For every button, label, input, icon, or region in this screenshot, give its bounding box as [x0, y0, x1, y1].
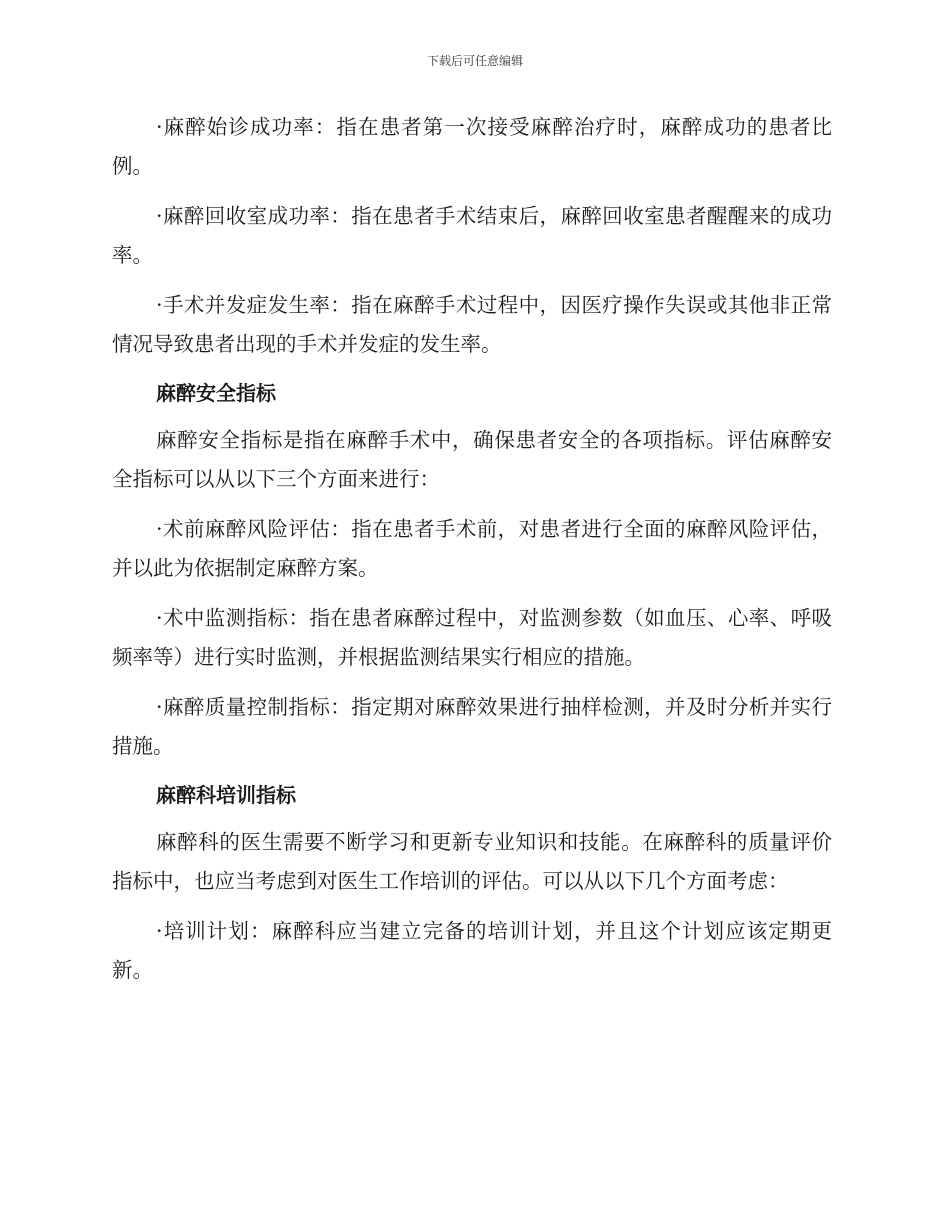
section-heading-safety: 麻醉安全指标	[156, 381, 276, 405]
section-heading-training: 麻醉科培训指标	[156, 783, 296, 807]
bullet-complication-rate: ·手术并发症发生率：指在麻醉手术过程中，因医疗操作失误或其他非正常情况导致患者出现的手术并发症的发生率。	[112, 293, 832, 356]
training-intro-paragraph: 麻醉科的医生需要不断学习和更新专业知识和技能。在麻醉科的质量评价指标中，也应当考虑到对医生工作培训的评估。可以从以下几个方面考虑：	[112, 830, 832, 893]
bullet-preop-risk-assessment: ·术前麻醉风险评估：指在患者手术前，对患者进行全面的麻醉风险评估，并以此为依据制定麻醉方案。	[112, 517, 832, 580]
document-body	[112, 108, 832, 1001]
bullet-quality-control: ·麻醉质量控制指标：指定期对麻醉效果进行抽样检测，并及时分析并实行措施。	[112, 695, 832, 758]
bullet-intraop-monitoring: ·术中监测指标：指在患者麻醉过程中，对监测参数（如血压、心率、呼吸频率等）进行实时监测，并根据监测结果实行相应的措施。	[112, 606, 832, 669]
bullet-recovery-room-success-rate: ·麻醉回收室成功率：指在患者手术结束后，麻醉回收室患者醒醒来的成功率。	[112, 204, 832, 267]
bullet-initial-success-rate: ·麻醉始诊成功率：指在患者第一次接受麻醉治疗时，麻醉成功的患者比例。	[112, 115, 832, 178]
safety-intro-paragraph: 麻醉安全指标是指在麻醉手术中，确保患者安全的各项指标。评估麻醉安全指标可以从以下三个方面来进行：	[112, 428, 832, 491]
page-header: 下载后可任意编辑	[426, 54, 523, 68]
bullet-training-plan: ·培训计划：麻醉科应当建立完备的培训计划，并且这个计划应该定期更新。	[112, 919, 832, 982]
